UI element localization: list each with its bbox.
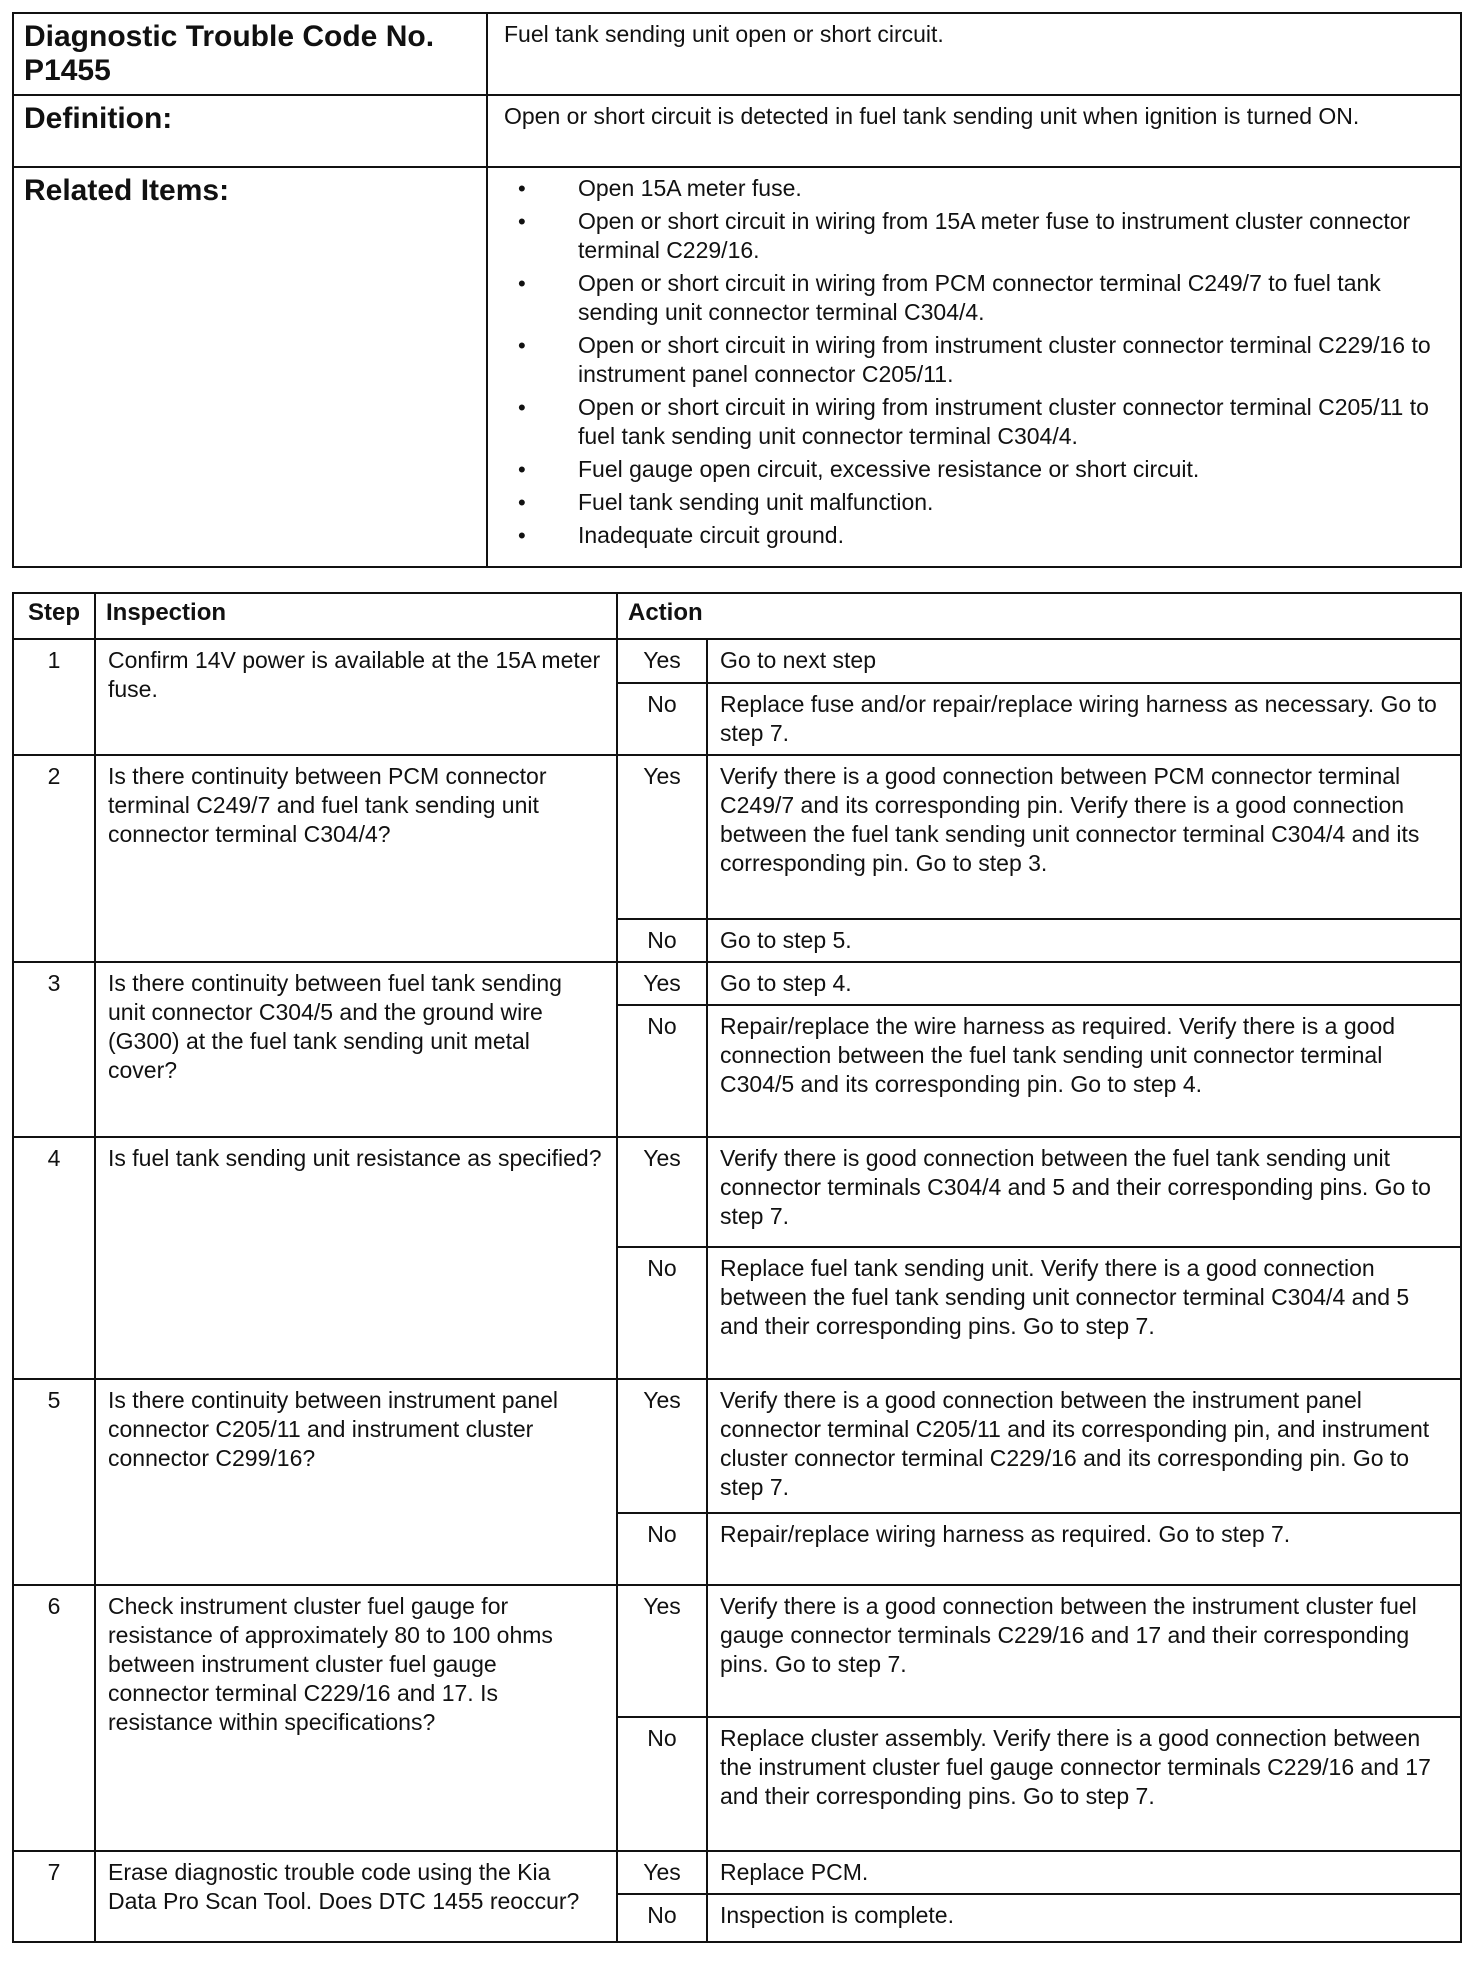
document-page [12, 12, 1462, 1943]
step-number: 6 [13, 1585, 95, 1851]
related-items-list [504, 174, 1446, 550]
no-action: Repair/replace the wire harness as required. Verify there is a good connection between the fuel tank sending unit connector terminal C304/5 and its corresponding pin. Go to step 4. [707, 1005, 1461, 1137]
no-label: No [617, 1894, 707, 1942]
inspection-text: Is there continuity between fuel tank sending unit connector C304/5 and the ground wire (G300) at the fuel tank sending unit metal cover? [95, 962, 617, 1137]
table-row [13, 755, 1461, 919]
related-items-label: Related Items: [13, 167, 487, 567]
definition-value: Open or short circuit is detected in fuel tank sending unit when ignition is turned ON. [487, 95, 1461, 167]
step-number: 5 [13, 1379, 95, 1585]
yes-action: Verify there is a good connection between PCM connector terminal C249/7 and its corresponding pin. Verify there is a good connection between the fuel tank sending unit connector terminal C304/4 and its corresponding pin. Go to step 3. [707, 755, 1461, 919]
inspection-text: Check instrument cluster fuel gauge for resistance of approximately 80 to 100 ohms between instrument cluster fuel gauge connector terminal C229/16 and 17. Is resistance within specifications? [95, 1585, 617, 1851]
related-item: • Open or short circuit in wiring from 15A meter fuse to instrument cluster connector terminal C229/16. [504, 207, 1446, 265]
step-number: 1 [13, 639, 95, 755]
no-action: Go to step 5. [707, 919, 1461, 962]
no-label: No [617, 1247, 707, 1379]
table-row [13, 1379, 1461, 1513]
no-action: Replace fuel tank sending unit. Verify there is a good connection between the fuel tank sending unit connector terminal C304/4 and 5 and their corresponding pins. Go to step 7. [707, 1247, 1461, 1379]
table-row [13, 1851, 1461, 1894]
related-item: • Open or short circuit in wiring from instrument cluster connector terminal C205/11 to fuel tank sending unit connector terminal C304/4. [504, 393, 1446, 451]
table-row [13, 1585, 1461, 1717]
inspection-text: Confirm 14V power is available at the 15A meter fuse. [95, 639, 617, 755]
related-item: • Fuel tank sending unit malfunction. [504, 488, 1446, 517]
step-column-header: Step [13, 593, 95, 639]
no-label: No [617, 683, 707, 755]
related-items-row [13, 167, 1461, 567]
yes-action: Verify there is a good connection between the instrument panel connector terminal C205/11 and its corresponding pin, and instrument cluster connector terminal C229/16 and its corresponding pin. Go to step 7. [707, 1379, 1461, 1513]
table-header-row [13, 593, 1461, 639]
yes-action: Go to next step [707, 639, 1461, 683]
related-item: • Open or short circuit in wiring from PCM connector terminal C249/7 to fuel tank sending unit connector terminal C304/4. [504, 269, 1446, 327]
no-action: Repair/replace wiring harness as required. Go to step 7. [707, 1513, 1461, 1585]
yes-label: Yes [617, 1379, 707, 1513]
dtc-header-table [12, 12, 1462, 568]
yes-label: Yes [617, 755, 707, 919]
step-number: 2 [13, 755, 95, 962]
inspection-text: Erase diagnostic trouble code using the Kia Data Pro Scan Tool. Does DTC 1455 reoccur? [95, 1851, 617, 1942]
definition-row [13, 95, 1461, 167]
yes-label: Yes [617, 1137, 707, 1247]
dtc-value: Fuel tank sending unit open or short circuit. [487, 13, 1461, 95]
inspection-steps-table [12, 592, 1462, 1943]
no-label: No [617, 1513, 707, 1585]
table-row [13, 962, 1461, 1005]
related-item: • Inadequate circuit ground. [504, 521, 1446, 550]
action-column-header: Action [617, 593, 1461, 639]
yes-action: Go to step 4. [707, 962, 1461, 1005]
dtc-row [13, 13, 1461, 95]
yes-label: Yes [617, 639, 707, 683]
step-number: 3 [13, 962, 95, 1137]
no-label: No [617, 1717, 707, 1851]
step-number: 4 [13, 1137, 95, 1379]
related-item: • Fuel gauge open circuit, excessive resistance or short circuit. [504, 455, 1446, 484]
related-item: • Open or short circuit in wiring from instrument cluster connector terminal C229/16 to instrument panel connector C205/11. [504, 331, 1446, 389]
inspection-text: Is there continuity between instrument panel connector C205/11 and instrument cluster connector C299/16? [95, 1379, 617, 1585]
yes-label: Yes [617, 962, 707, 1005]
yes-action: Verify there is a good connection between the instrument cluster fuel gauge connector terminals C229/16 and 17 and their corresponding pins. Go to step 7. [707, 1585, 1461, 1717]
inspection-column-header: Inspection [95, 593, 617, 639]
dtc-label: Diagnostic Trouble Code No. P1455 [13, 13, 487, 95]
inspection-text: Is fuel tank sending unit resistance as specified? [95, 1137, 617, 1379]
yes-label: Yes [617, 1585, 707, 1717]
yes-action: Verify there is good connection between the fuel tank sending unit connector terminals C304/4 and 5 and their corresponding pins. Go to step 7. [707, 1137, 1461, 1247]
yes-label: Yes [617, 1851, 707, 1894]
no-action: Inspection is complete. [707, 1894, 1461, 1942]
yes-action: Replace PCM. [707, 1851, 1461, 1894]
no-action: Replace cluster assembly. Verify there is a good connection between the instrument cluster fuel gauge connector terminals C229/16 and 17 and their corresponding pins. Go to step 7. [707, 1717, 1461, 1851]
table-row [13, 1137, 1461, 1247]
inspection-text: Is there continuity between PCM connector terminal C249/7 and fuel tank sending unit connector terminal C304/4? [95, 755, 617, 962]
definition-label: Definition: [13, 95, 487, 167]
no-label: No [617, 919, 707, 962]
no-label: No [617, 1005, 707, 1137]
no-action: Replace fuse and/or repair/replace wiring harness as necessary. Go to step 7. [707, 683, 1461, 755]
step-number: 7 [13, 1851, 95, 1942]
table-row [13, 639, 1461, 683]
related-items-cell [487, 167, 1461, 567]
related-item: • Open 15A meter fuse. [504, 174, 1446, 203]
